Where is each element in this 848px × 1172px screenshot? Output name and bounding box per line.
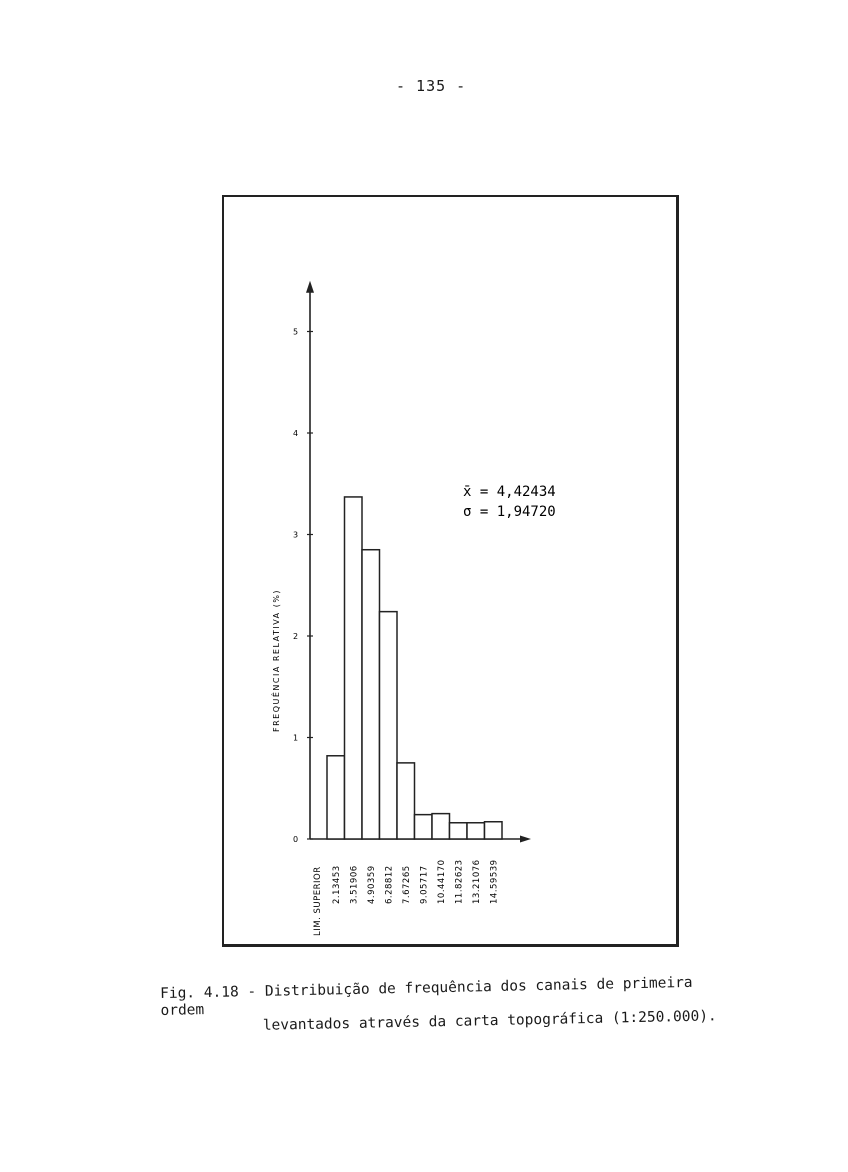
histogram-bar [397, 763, 415, 839]
x-axis-label: LIM. SUPERIOR [313, 866, 323, 936]
x-tick-labels [332, 859, 500, 904]
caption-line-1: Fig. 4.18 - Distribuição de frequência dos canais de primeira ordem [160, 974, 693, 1019]
x-tick-label: 7.67265 [401, 865, 412, 904]
histogram-bar [432, 814, 450, 839]
y-axis-arrow [306, 281, 314, 293]
x-tick-label: 9.05717 [419, 865, 430, 904]
y-tick-label: 4 [293, 429, 299, 438]
histogram-bar [327, 756, 345, 839]
x-tick-label: 3.51906 [349, 865, 360, 904]
histogram-bar [467, 823, 485, 839]
x-tick-label: 6.28812 [384, 865, 395, 904]
std-annotation: σ = 1,94720 [463, 504, 556, 520]
x-tick-label: 2.13453 [331, 865, 342, 904]
histogram-bar [415, 815, 433, 839]
x-tick-label: 10.44170 [436, 859, 447, 904]
histogram-bar [450, 823, 468, 839]
x-tick-label: 13.21076 [471, 859, 482, 904]
x-tick-label: 11.82623 [454, 859, 465, 904]
histogram-bar [380, 612, 398, 839]
caption-line-2: levantados através da carta topográfica (1:250.000). [262, 1008, 717, 1034]
y-tick-label: 0 [293, 835, 299, 844]
x-tick-label: 4.90359 [366, 865, 377, 904]
mean-annotation: x̄ = 4,42434 [463, 484, 556, 500]
y-tick-label: 1 [293, 733, 299, 743]
y-axis-label: FREQUÊNCIA RELATIVA (%) [272, 588, 281, 732]
y-tick-label: 3 [293, 530, 299, 540]
histogram-bar [485, 822, 503, 839]
histogram-bar [345, 497, 363, 839]
histogram-bar [362, 550, 380, 839]
y-tick-label: 2 [293, 632, 299, 641]
x-tick-label: 14.59539 [489, 859, 500, 904]
page-number: - 135 - [396, 77, 467, 95]
chart-bars [327, 497, 502, 839]
y-tick-label: 5 [293, 327, 299, 337]
x-axis-arrow [520, 836, 531, 843]
